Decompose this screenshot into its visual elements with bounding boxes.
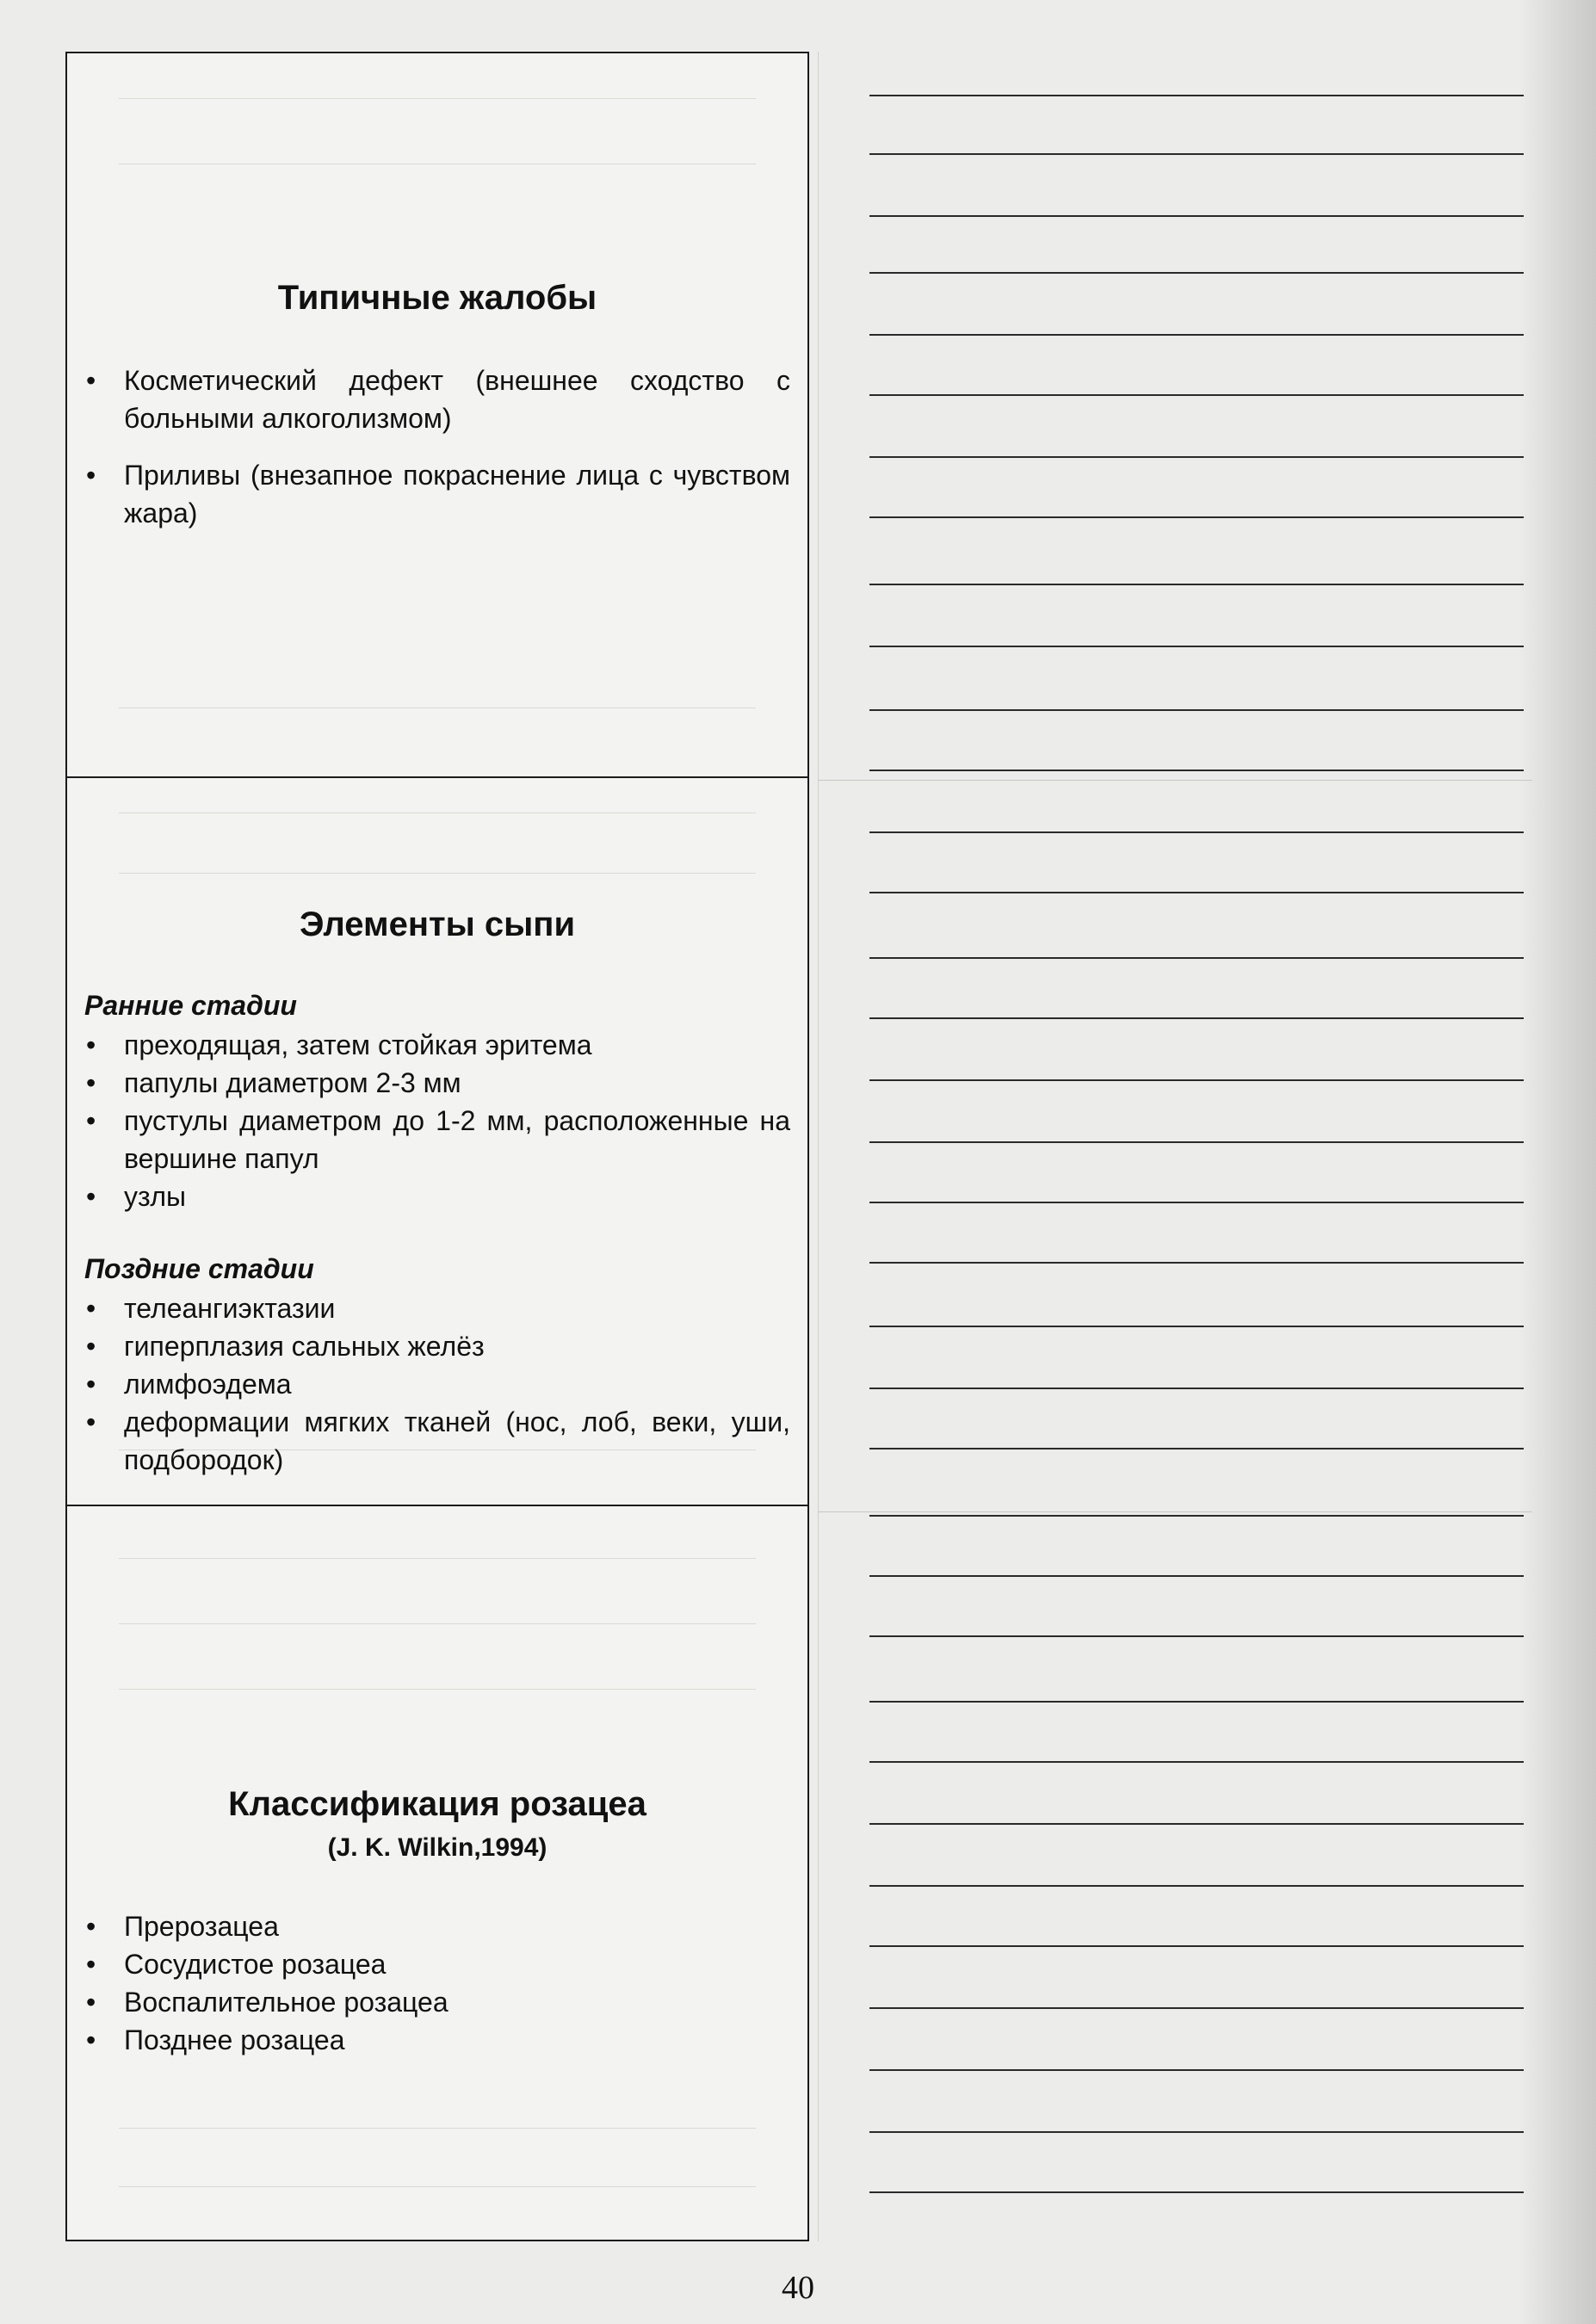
note-line — [869, 1388, 1524, 1389]
slide-title: Элементы сыпи — [299, 905, 576, 943]
slide-title: Типичные жалобы — [277, 279, 597, 317]
note-line — [869, 394, 1524, 396]
early-stage-list — [84, 1026, 790, 1215]
early-stage-label: Ранние стадии — [84, 990, 297, 1021]
note-line — [869, 1262, 1524, 1264]
note-line — [869, 153, 1524, 155]
note-line — [869, 215, 1524, 217]
page-number: 40 — [782, 2270, 814, 2306]
notes-separator — [818, 1511, 1532, 1512]
list-item: • узлы — [84, 1177, 790, 1215]
note-line — [869, 2007, 1524, 2009]
note-line — [869, 1575, 1524, 1577]
note-line — [869, 1515, 1524, 1517]
note-line — [869, 1448, 1524, 1449]
note-line — [869, 957, 1524, 959]
list-item: • папулы диаметром 2-3 мм — [84, 1064, 790, 1102]
complaints-list — [84, 362, 790, 551]
list-item: • деформации мягких тканей (нос, лоб, веки, уши, подбородок) — [84, 1403, 790, 1479]
note-line — [869, 456, 1524, 458]
list-item: • пустулы диаметром до 1-2 мм, расположенные на вершине папул — [84, 1102, 790, 1177]
faint-rule — [119, 873, 756, 874]
note-line — [869, 334, 1524, 336]
list-item: • Косметический дефект (внешнее сходство с больными алкоголизмом) — [84, 362, 790, 437]
note-line — [869, 2191, 1524, 2193]
late-stage-list — [84, 1289, 790, 1479]
note-line — [869, 1701, 1524, 1703]
list-item: • преходящая, затем стойкая эритема — [84, 1026, 790, 1064]
note-line — [869, 1141, 1524, 1143]
slide-title: Классификация розацеа — [228, 1785, 646, 1823]
list-item: • Сосудистое розацеа — [84, 1945, 790, 1983]
list-item: • телеангиэктазии — [84, 1289, 790, 1327]
note-line — [869, 1635, 1524, 1637]
slide-typical-complaints — [67, 53, 807, 776]
note-line — [869, 1202, 1524, 1203]
note-line — [869, 1823, 1524, 1825]
note-line — [869, 1326, 1524, 1327]
note-line — [869, 584, 1524, 585]
note-line — [869, 1945, 1524, 1947]
note-line — [869, 516, 1524, 518]
list-item: • Прерозацеа — [84, 1907, 790, 1945]
note-line — [869, 646, 1524, 647]
note-line — [869, 95, 1524, 96]
faint-rule — [119, 98, 756, 99]
note-line — [869, 892, 1524, 893]
notes-column — [818, 52, 1532, 2241]
note-line — [869, 2131, 1524, 2133]
faint-rule — [119, 1558, 756, 1559]
list-item: • лимфоэдема — [84, 1365, 790, 1403]
list-item: • Позднее розацеа — [84, 2021, 790, 2059]
list-item: • гиперплазия сальных желёз — [84, 1327, 790, 1365]
late-stage-label: Поздние стадии — [84, 1253, 314, 1284]
faint-rule — [119, 1689, 756, 1690]
slide-classification — [67, 1505, 807, 2241]
note-line — [869, 1761, 1524, 1763]
note-line — [869, 1079, 1524, 1081]
note-line — [869, 831, 1524, 833]
notes-separator — [818, 780, 1532, 781]
slide-rash-elements — [67, 776, 807, 1505]
slide-subtitle: (J. K. Wilkin,1994) — [327, 1833, 547, 1862]
note-line — [869, 2069, 1524, 2071]
list-item: • Приливы (внезапное покраснение лица с чувством жара) — [84, 456, 790, 532]
slides-column — [65, 52, 809, 2241]
faint-rule — [119, 2128, 756, 2129]
notes-border — [818, 52, 819, 2241]
classification-list — [84, 1907, 790, 2059]
faint-rule — [119, 2186, 756, 2187]
note-line — [869, 1017, 1524, 1019]
note-line — [869, 709, 1524, 711]
note-line — [869, 770, 1524, 771]
list-item: • Воспалительное розацеа — [84, 1983, 790, 2021]
note-line — [869, 272, 1524, 274]
note-line — [869, 1885, 1524, 1887]
faint-rule — [119, 1623, 756, 1624]
